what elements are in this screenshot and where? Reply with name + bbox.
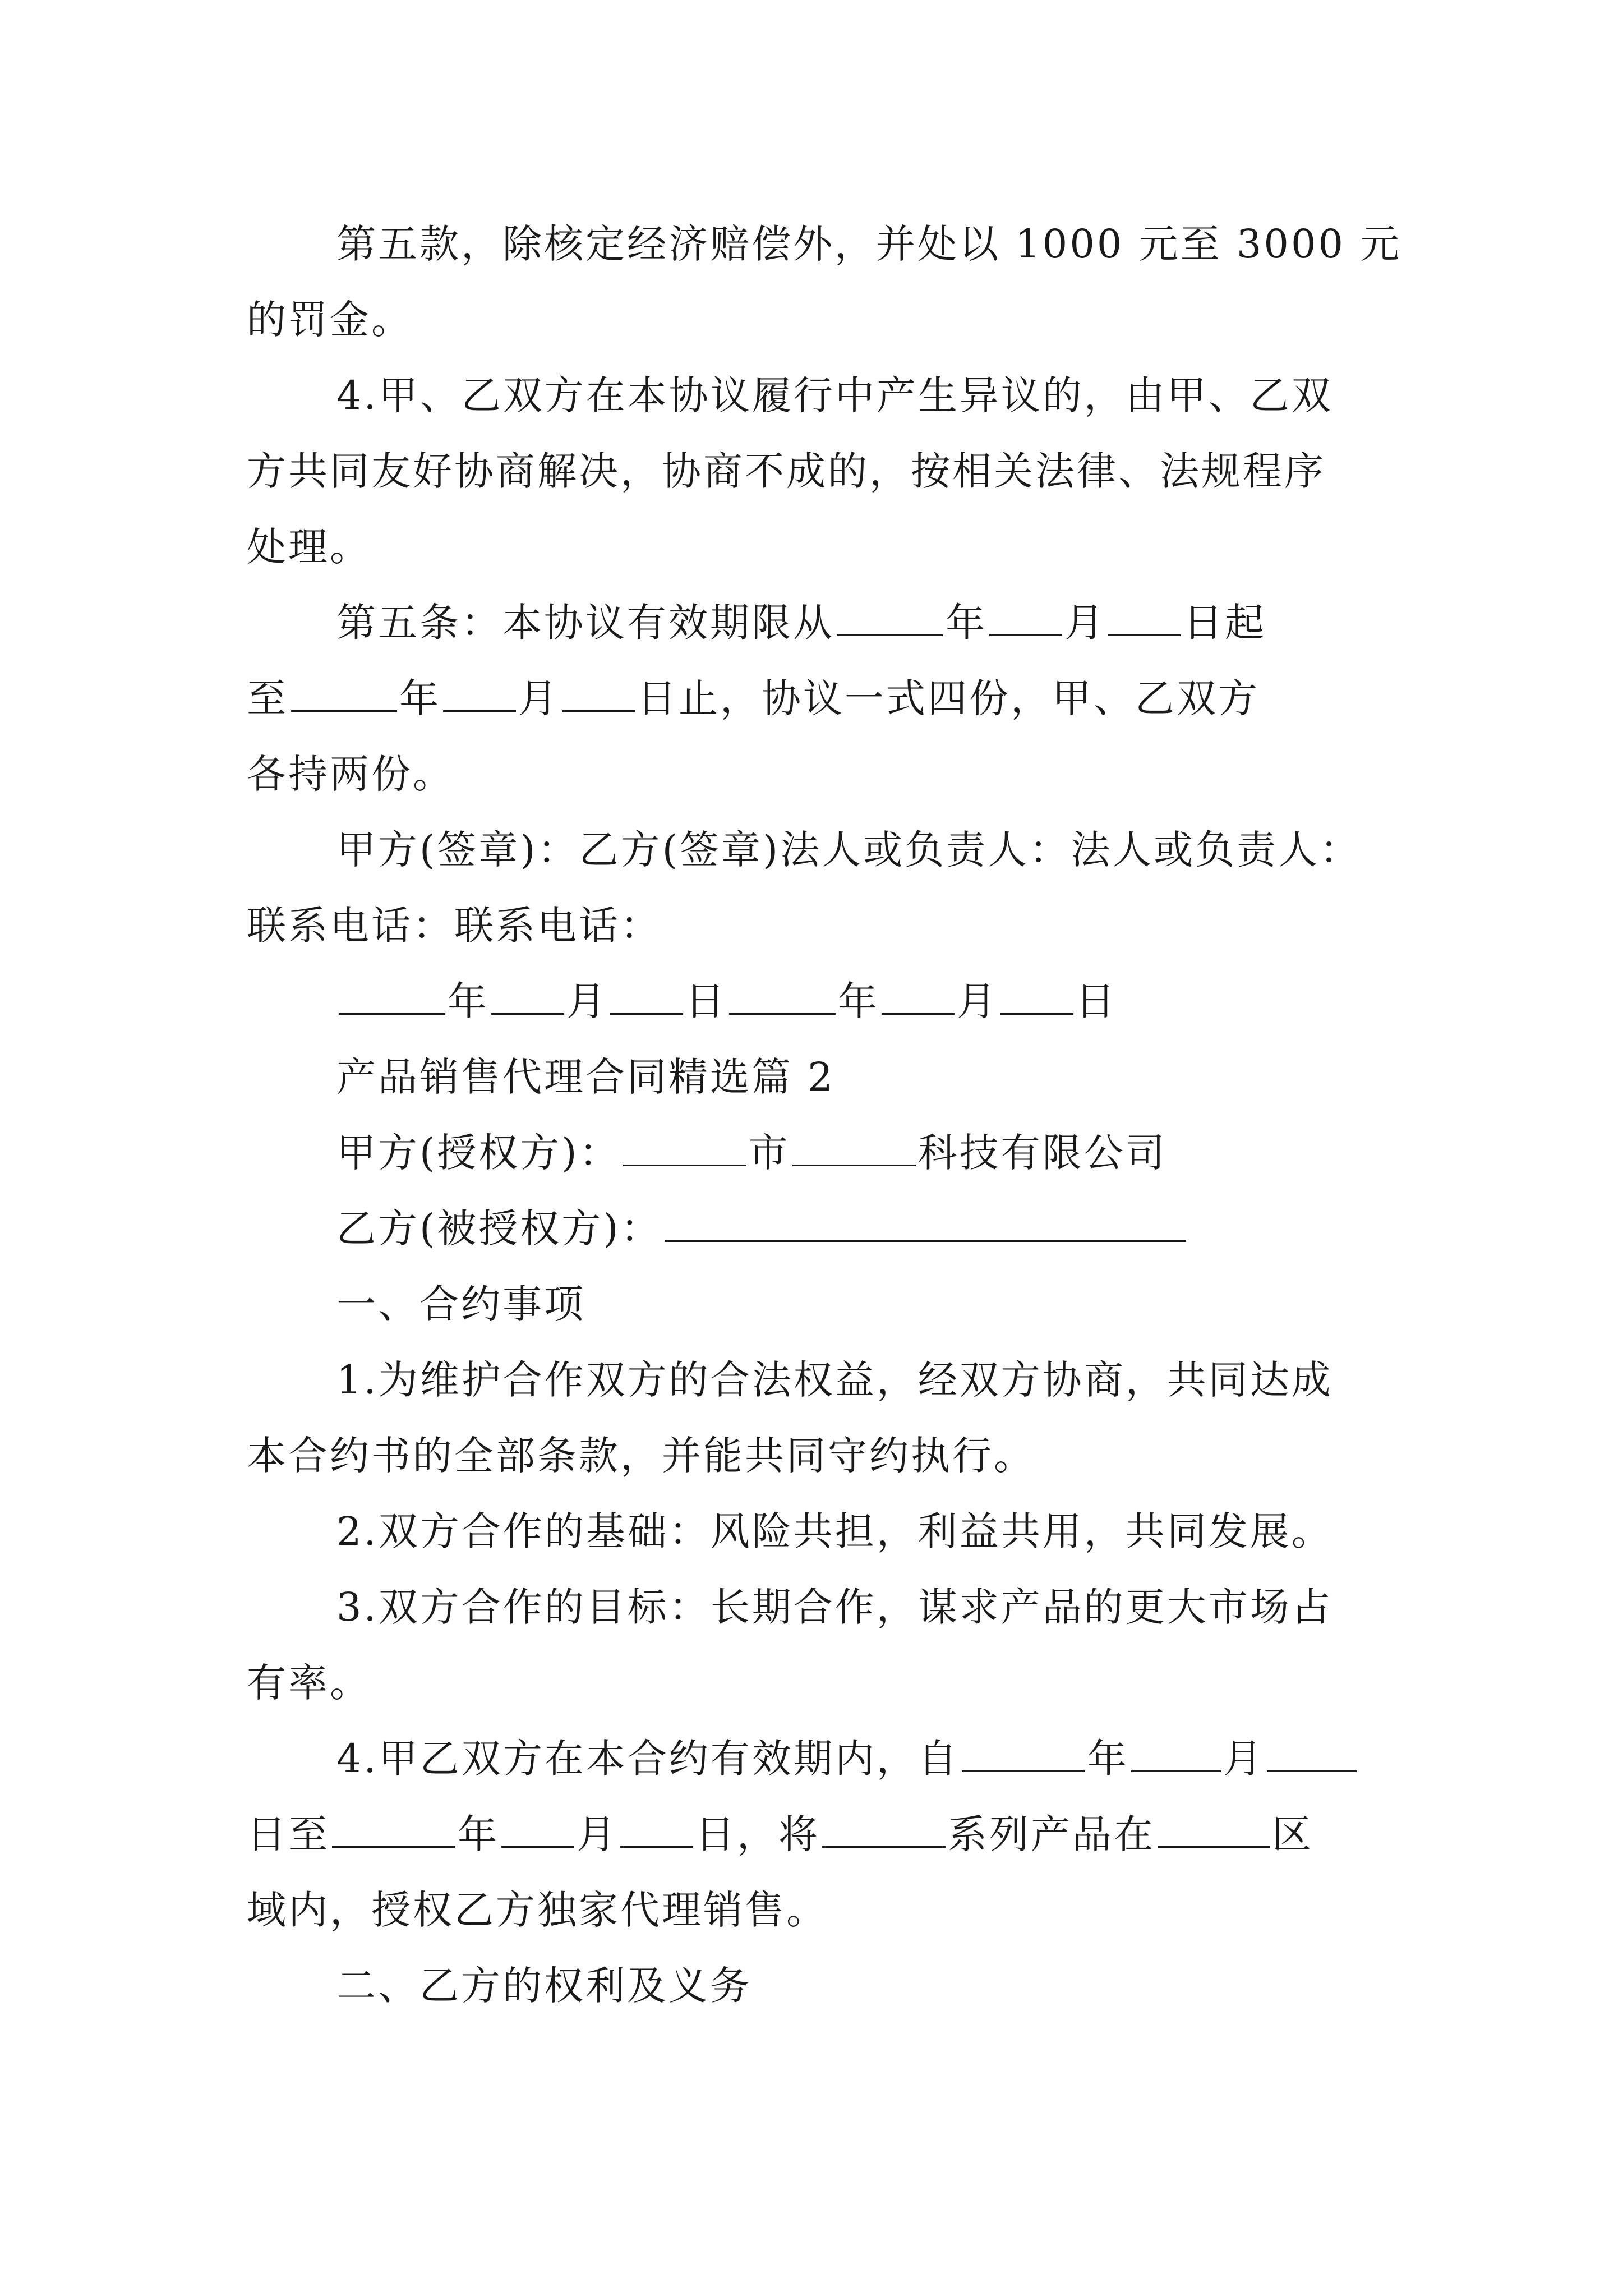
text-segment: 年 — [458, 1811, 499, 1857]
text-segment: 科技有限公司 — [917, 1130, 1167, 1176]
text-line: 第五款，除核定经济赔偿外，并处以 1000 元至 3000 元 — [336, 221, 1402, 267]
text-line — [247, 1809, 1396, 1860]
fill-blank — [822, 1811, 946, 1848]
text-segment: 至 — [247, 675, 288, 721]
text-line: 方共同友好协商解决，协商不成的，按相关法律、法规程序 — [247, 448, 1326, 494]
section-heading: 产品销售代理合同精选篇 2 — [336, 1054, 835, 1100]
text-segment: 甲方(授权方)： — [336, 1130, 621, 1176]
text-segment: 日至 — [247, 1811, 330, 1857]
text-line: 甲方(签章)：乙方(签章)法人或负责人：法人或负责人： — [336, 827, 1362, 873]
text-segment: 4.甲乙双方在本合约有效期内，自 — [336, 1736, 960, 1782]
fill-blank — [291, 675, 397, 712]
date-line — [336, 976, 1486, 1027]
text-line: 有率。 — [247, 1660, 371, 1706]
fill-blank — [882, 978, 955, 1015]
text-segment: 月 — [1223, 1736, 1265, 1782]
text-segment: 系列产品在 — [948, 1811, 1155, 1857]
fill-blank — [792, 1130, 916, 1166]
text-line — [336, 597, 1486, 648]
text-segment: 区 — [1272, 1811, 1313, 1857]
text-segment: 月 — [957, 978, 998, 1024]
text-line: 4.甲、乙双方在本协议履行中产生异议的，由甲、乙双 — [336, 372, 1333, 418]
text-line: 联系电话：联系电话： — [247, 903, 662, 949]
text-segment: 日止，协议一式四份，甲、乙双方 — [637, 675, 1260, 721]
text-segment: 年 — [1087, 1736, 1129, 1782]
fill-blank — [729, 978, 836, 1015]
text-line — [247, 673, 1396, 724]
fill-blank — [620, 1811, 693, 1848]
text-segment: 年 — [448, 978, 489, 1024]
section-title: 二、乙方的权利及义务 — [336, 1963, 751, 2009]
fill-blank — [1158, 1811, 1270, 1848]
text-line: 本合约书的全部条款，并能共同守约执行。 — [247, 1433, 1035, 1479]
text-line: 3.双方合作的目标：长期合作，谋求产品的更大市场占 — [336, 1584, 1333, 1630]
text-line: 2.双方合作的基础：风险共担，利益共用，共同发展。 — [336, 1508, 1333, 1554]
fill-blank — [665, 1205, 1186, 1242]
text-line: 处理。 — [247, 524, 371, 570]
fill-blank — [339, 978, 445, 1015]
fill-blank — [443, 675, 516, 712]
fill-blank — [491, 978, 564, 1015]
party-a-line — [336, 1128, 1486, 1178]
text-segment: 月 — [518, 675, 560, 721]
text-segment: 市 — [748, 1130, 790, 1176]
fill-blank — [562, 675, 635, 712]
text-segment: 日 — [1076, 978, 1117, 1024]
fill-blank — [1267, 1736, 1357, 1772]
text-segment: 日，将 — [695, 1811, 820, 1857]
text-segment: 第五条：本协议有效期限从 — [336, 600, 834, 646]
fill-blank — [837, 600, 943, 636]
text-segment: 日起 — [1183, 600, 1266, 646]
fill-blank — [623, 1130, 746, 1166]
section-title: 一、合约事项 — [336, 1281, 585, 1327]
fill-blank — [989, 600, 1062, 636]
text-line: 1.为维护合作双方的合法权益，经双方协商，共同达成 — [336, 1357, 1333, 1403]
text-segment: 月 — [577, 1811, 618, 1857]
text-segment: 日 — [685, 978, 727, 1024]
party-b-line — [336, 1203, 1486, 1254]
text-line: 的罚金。 — [247, 297, 413, 343]
fill-blank — [501, 1811, 574, 1848]
text-line — [336, 1733, 1486, 1784]
text-segment: 年 — [946, 600, 987, 646]
fill-blank — [332, 1811, 455, 1848]
fill-blank — [610, 978, 683, 1015]
text-segment: 年 — [399, 675, 441, 721]
text-segment: 年 — [838, 978, 879, 1024]
text-segment: 乙方(被授权方)： — [336, 1205, 662, 1251]
text-segment: 月 — [566, 978, 608, 1024]
fill-blank — [962, 1736, 1085, 1772]
fill-blank — [1108, 600, 1181, 636]
text-segment: 月 — [1064, 600, 1106, 646]
text-line: 域内，授权乙方独家代理销售。 — [247, 1887, 828, 1933]
text-line: 各持两份。 — [247, 751, 454, 797]
fill-blank — [1131, 1736, 1221, 1772]
fill-blank — [1000, 978, 1073, 1015]
